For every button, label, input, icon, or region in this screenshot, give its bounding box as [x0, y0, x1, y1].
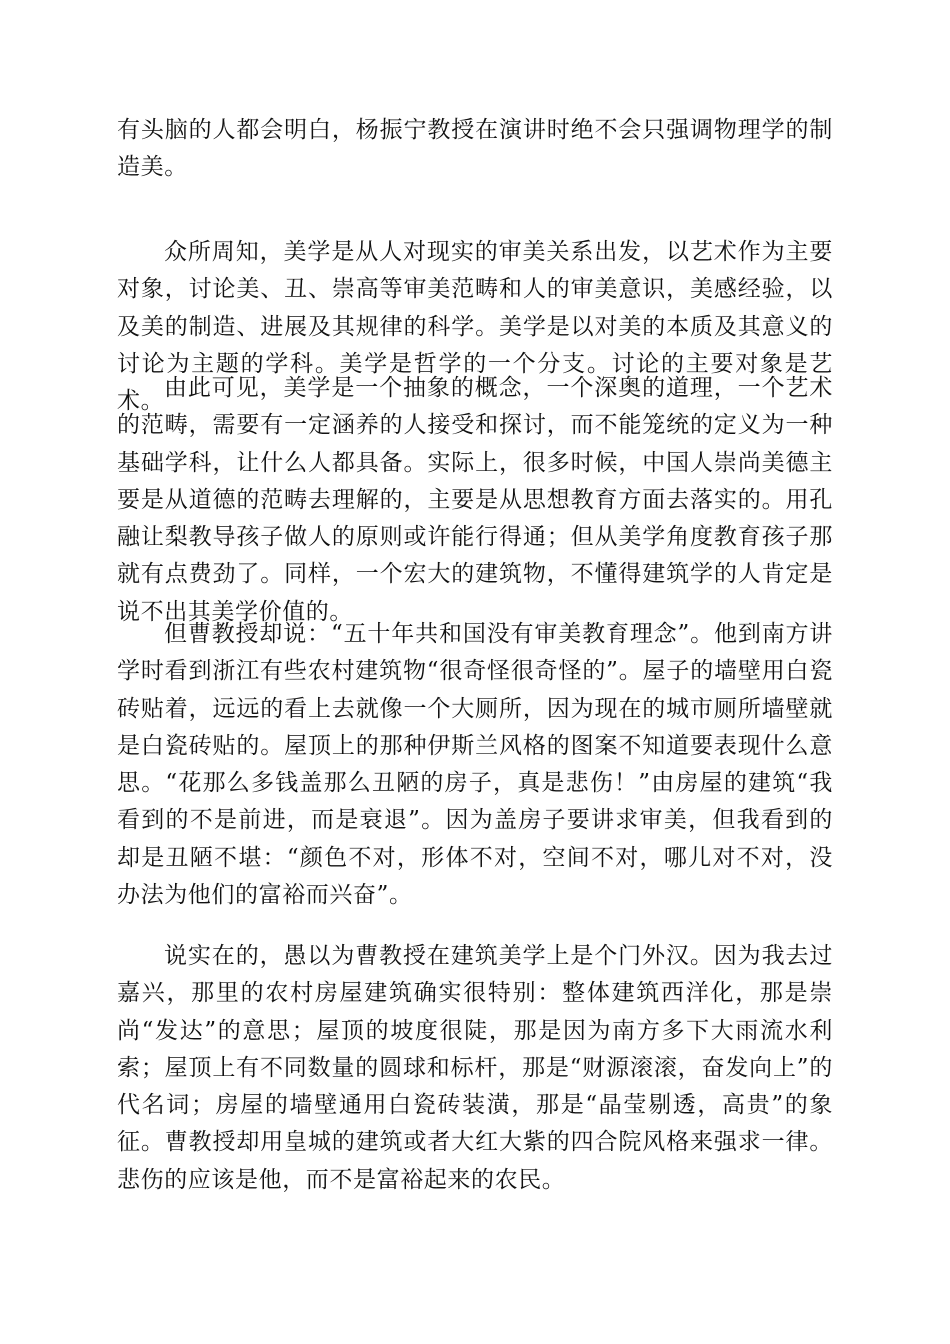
paragraph-3 [117, 370, 833, 631]
paragraph-5 [117, 938, 833, 1199]
paragraph-3-text: 由此可见，美学是一个抽象的概念，一个深奥的道理，一个艺术的范畴，需要有一定涵养的人接受和探讨，而不能笼统的定义为一种基础学科，让什么人都具备。实际上，很多时候，中国人崇尚美德主要是从道德的范畴去理解的，主要是从思想教育方面去落实的。用孔融让梨教导孩子做人的原则或许能行得通；但从美学角度教育孩子那就有点费劲了。同样，一个宏大的建筑物，不懂得建筑学的人肯定是说不出其美学价值的。 [117, 375, 833, 625]
paragraph-1-text: 有头脑的人都会明白，杨振宁教授在演讲时绝不会只强调物理学的制造美。 [117, 117, 833, 181]
paragraph-4 [117, 616, 833, 914]
paragraph-2-text: 众所周知，美学是从人对现实的审美关系出发，以艺术作为主要对象，讨论美、丑、崇高等审美范畴和人的审美意识，美感经验，以及美的制造、进展及其规律的科学。美学是以对美的本质及其意义的讨论为主题的学科。美学是哲学的一个分支。讨论的主要对象是艺术。 [117, 239, 833, 415]
paragraph-4-text: 但曹教授却说：“五十年共和国没有审美教育理念”。他到南方讲学时看到浙江有些农村建筑物“很奇怪很奇怪的”。屋子的墙壁用白瓷砖贴着，远远的看上去就像一个大厕所，因为现在的城市厕所墙壁就是白瓷砖贴的。屋顶上的那种伊斯兰风格的图案不知道要表现什么意思。“花那么多钱盖那么丑陋的房子，真是悲伤！”由房屋的建筑“我看到的不是前进，而是衰退”。因为盖房子要讲求审美，但我看到的却是丑陋不堪：“颜色不对，形体不对，空间不对，哪儿对不对，没办法为他们的富裕而兴奋”。 [117, 621, 833, 909]
paragraph-1 [117, 112, 833, 187]
paragraph-5-text: 说实在的，愚以为曹教授在建筑美学上是个门外汉。因为我去过嘉兴，那里的农村房屋建筑确实很特别：整体建筑西洋化，那是崇尚“发达”的意思；屋顶的坡度很陡，那是因为南方多下大雨流水利索；屋顶上有不同数量的圆球和标杆，那是“财源滚滚，奋发向上”的代名词；房屋的墙壁通用白瓷砖装潢，那是“晶莹剔透，高贵”的象征。曹教授却用皇城的建筑或者大红大紫的四合院风格来强求一律。悲伤的应该是他，而不是富裕起来的农民。 [117, 943, 833, 1193]
